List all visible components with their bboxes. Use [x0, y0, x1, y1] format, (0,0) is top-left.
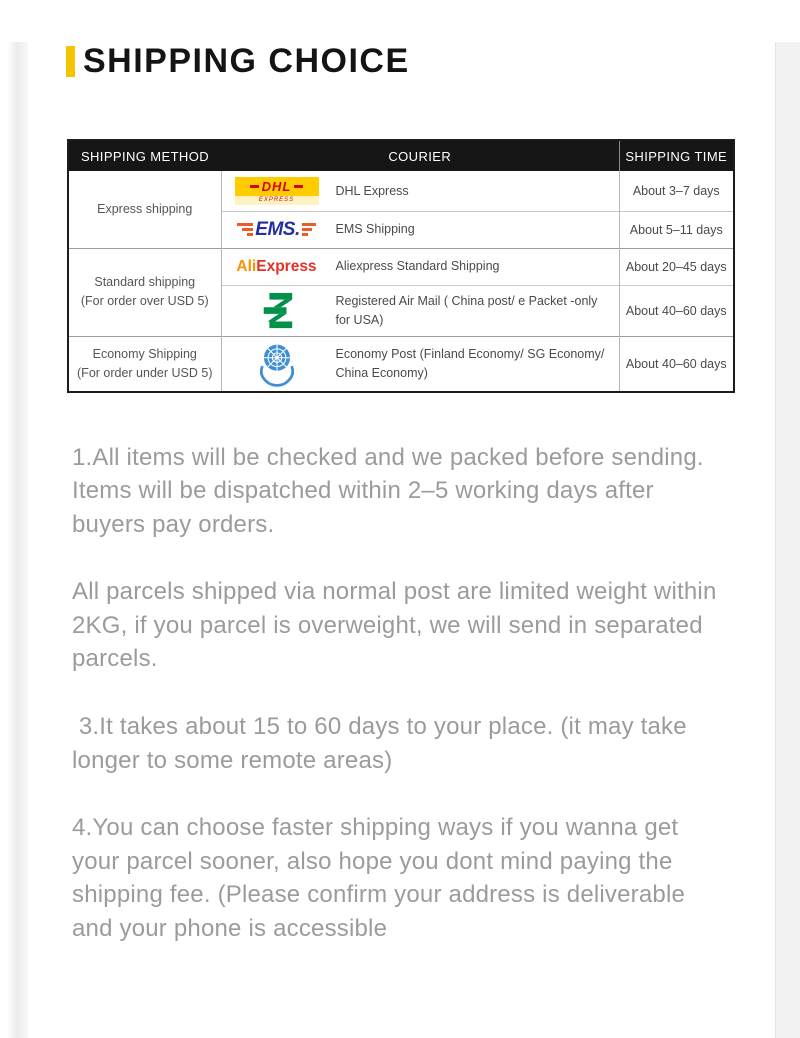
- header-courier: COURIER: [221, 140, 619, 171]
- note-1: 1.All items will be checked and we packed before sending. Items will be dispatched within 2–5 working days after buyers pay orders.: [72, 443, 704, 538]
- table-row: [68, 171, 734, 211]
- section-header: [66, 42, 800, 81]
- courier-cell: [222, 253, 619, 279]
- header-shipping-method: SHIPPING METHOD: [68, 140, 221, 171]
- method-label: Economy Shipping: [92, 346, 197, 361]
- ems-logo: EMS.: [237, 219, 315, 241]
- note-4: 4.You can choose faster shipping ways if you wanna get your parcel sooner, also hope you dont mind paying the shipping fee. (Please confirm your address is deliverable and your phone is accessible: [72, 814, 686, 943]
- table-row: [68, 248, 734, 285]
- method-label: Standard shipping: [94, 275, 196, 290]
- courier-name: DHL Express: [335, 183, 409, 198]
- shipping-time: About 5–11 days: [619, 211, 734, 248]
- courier-cell: [222, 286, 619, 336]
- method-note: (For order over USD 5): [80, 294, 209, 308]
- courier-cell: [222, 173, 619, 209]
- page-title: SHIPPING CHOICE: [83, 42, 410, 80]
- shipping-time: About 40–60 days: [619, 285, 734, 336]
- shipping-time: About 3–7 days: [619, 171, 734, 211]
- shipping-notes: [72, 441, 730, 946]
- courier-cell: [222, 215, 619, 245]
- accent-bar: [66, 46, 75, 77]
- courier-name: Economy Post (Finland Economy/ SG Economy/ China Economy): [335, 347, 605, 380]
- table-header-row: [68, 140, 734, 171]
- aliexpress-logo: AliExpress: [236, 257, 317, 275]
- un-logo: [256, 341, 298, 387]
- courier-cell: [222, 337, 619, 391]
- method-standard: [68, 248, 221, 336]
- method-express: [68, 171, 221, 248]
- shipping-time: About 40–60 days: [619, 336, 734, 392]
- table-row: [68, 336, 734, 392]
- header-shipping-time: SHIPPING TIME: [619, 140, 734, 171]
- shipping-time: About 20–45 days: [619, 248, 734, 285]
- courier-name: Aliexpress Standard Shipping: [335, 259, 500, 274]
- china-post-logo: [258, 290, 296, 332]
- method-note: (For order under USD 5): [77, 365, 213, 380]
- page-edge-left: [7, 42, 28, 1038]
- shipping-table: [67, 139, 735, 393]
- courier-name: Registered Air Mail ( China post/ e Packet -only for USA): [335, 294, 598, 327]
- courier-name: EMS Shipping: [335, 222, 415, 237]
- note-2: All parcels shipped via normal post are limited weight within 2KG, if you parcel is overweight, we will send in separated parcels.: [72, 578, 717, 673]
- dhl-logo: DHL EXPRESS: [235, 177, 319, 205]
- note-3: 3.It takes about 15 to 60 days to your place. (it may take longer to some remote areas): [72, 713, 687, 774]
- method-label: Express shipping: [97, 201, 193, 216]
- method-economy: [68, 336, 221, 392]
- page-edge-right: [775, 42, 800, 1038]
